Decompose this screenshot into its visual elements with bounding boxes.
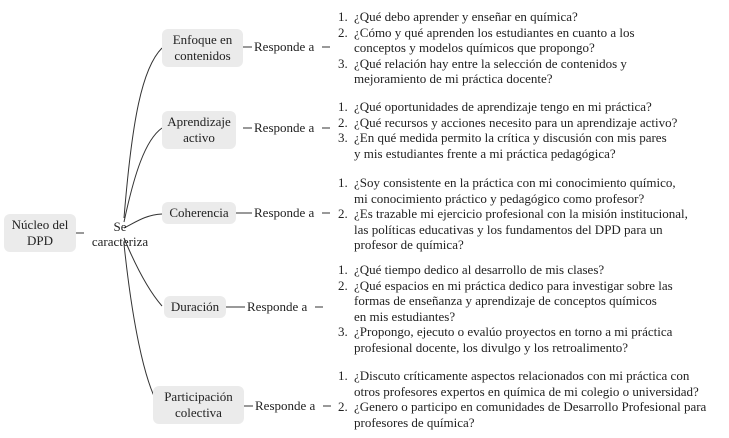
question-item: 1. ¿Discuto críticamente aspectos relacionados con mi práctica con otros profesores expertos en química de mi colegio o universidad? <box>338 368 699 399</box>
root-node: Núcleo del DPD <box>4 214 76 252</box>
question-item: 3. ¿Qué relación hay entre la selección de contenidos y mejoramiento de mi práctica docente? <box>338 55 627 86</box>
branch-duracion: Duración <box>164 296 226 318</box>
question-item: 2. ¿Cómo y qué aprenden los estudiantes en cuanto a los conceptos y modelos químicos que propongo? <box>338 24 635 55</box>
question-list-coherencia <box>338 175 688 253</box>
responde-a-label: Responde a <box>254 205 315 220</box>
question-list-participacion <box>338 368 706 430</box>
question-item: 1. ¿Qué oportunidades de aprendizaje tengo en mi práctica? <box>338 99 652 114</box>
question-list-duracion <box>338 262 673 355</box>
question-item: 2. ¿Genero o participo en comunidades de Desarrollo Profesional para profesores de química? <box>338 399 707 430</box>
question-item: 1. ¿Qué debo aprender y enseñar en química? <box>338 9 578 24</box>
question-item: 3. ¿En qué medida permito la crítica y discusión con mis pares y mis estudiantes frente a mi práctica pedagógica? <box>338 130 667 161</box>
branch-enfoque-en-contenidos: Enfoque en contenidos <box>162 29 243 67</box>
responde-a-label: Responde a <box>254 120 315 135</box>
question-item: 2. ¿Qué recursos y acciones necesito para un aprendizaje activo? <box>338 114 678 130</box>
question-item: 1. ¿Qué tiempo dedico al desarrollo de mis clases? <box>338 262 605 277</box>
question-item: 3. ¿Propongo, ejecuto o evalúo proyectos en torno a mi práctica profesional docente, los divulgo y los retroalimento? <box>338 324 673 355</box>
question-item: 1. ¿Soy consistente en la práctica con mi conocimiento químico, mi conocimiento práctico y pedagógico como profesor? <box>338 175 676 206</box>
connector-label: Se caracteriza <box>91 219 149 249</box>
branch-aprendizaje-activo: Aprendizaje activo <box>162 111 236 149</box>
branch-coherencia: Coherencia <box>162 202 236 224</box>
question-item: 2. ¿Es trazable mi ejercicio profesional con la misión institucional, las políticas educativas y los fundamentos del DPD para un profesor de química? <box>338 206 688 252</box>
question-list-aprendizaje <box>338 99 677 161</box>
responde-a-label: Responde a <box>255 398 316 413</box>
branch-participacion-colectiva: Participación colectiva <box>153 386 244 424</box>
question-item: 2. ¿Qué espacios en mi práctica dedico para investigar sobre las formas de enseñanza y aprendizaje de conceptos químicos en mis estudiantes? <box>338 277 673 324</box>
responde-a-label: Responde a <box>254 39 315 54</box>
responde-a-label: Responde a <box>247 299 308 314</box>
question-list-enfoque <box>338 9 635 87</box>
